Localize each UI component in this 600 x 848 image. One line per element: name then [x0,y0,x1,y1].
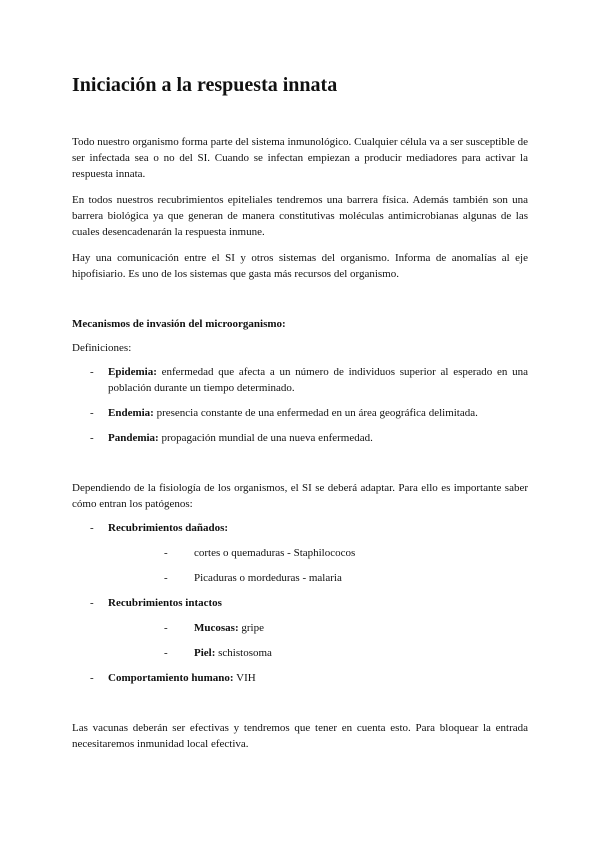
dash-bullet: - [90,432,94,444]
term-label: Recubrimientos intactos [108,597,222,609]
list-item [72,405,528,421]
sub-list-item [108,545,528,561]
list-item [72,520,528,586]
term-label: Mucosas: [194,622,239,634]
term-definition: propagación mundial de una nueva enfermedad. [158,432,373,444]
sub-item-text: Picaduras o mordeduras - malaria [194,572,342,584]
paragraph-1: Todo nuestro organismo forma parte del sistema inmunológico. Cualquier célula va a ser susceptible de ser infectada sea o no del SI. Cuando se infectan empiezan a producir mediadores para activar la respuesta innata. [72,136,528,180]
section-heading-invasion: Mecanismos de invasión del microorganismo: [72,318,286,330]
dash-bullet: - [90,597,94,609]
term-definition: presencia constante de una enfermedad en un área geográfica delimitada. [153,407,478,419]
pathogen-entry-intro: Dependiendo de la fisiología de los organismos, el SI se deberá adaptar. Para ello es importante saber cómo entran los patógenos: [72,482,528,510]
paragraph-2: En todos nuestros recubrimientos epiteliales tendremos una barrera física. Además también son una barrera biológica ya que generan de manera constitutivas moléculas antimicrobianas algunas de las cuales desencadenarán la respuesta inmune. [72,194,528,238]
pathogen-entry-list [72,520,528,686]
sub-list-item [108,645,528,661]
term-label: Comportamiento humano: [108,672,234,684]
sub-item-text: cortes o quemaduras - Staphilococos [194,547,356,559]
dash-bullet: - [90,672,94,684]
dash-bullet: - [90,366,94,378]
paragraph-3: Hay una comunicación entre el SI y otros sistemas del organismo. Informa de anomalías al eje hipofisiario. Es uno de los sistemas que gasta más recursos del organismo. [72,252,528,280]
dash-bullet: - [90,522,94,534]
definitions-intro: Definiciones: [72,342,132,354]
term-definition: gripe [238,622,264,634]
term-label: Epidemia: [108,366,157,378]
page-title: Iniciación a la respuesta innata [72,74,338,96]
sub-list [108,620,528,661]
list-item [72,364,528,396]
list-item [72,670,528,686]
dash-bullet: - [164,622,168,634]
sub-list-item [108,620,528,636]
closing-paragraph: Las vacunas deberán ser efectivas y tendremos que tener en cuenta esto. Para bloquear la entrada necesitaremos inmunidad local efectiva. [72,722,528,750]
term-label: Pandemia: [108,432,159,444]
sub-list [108,545,528,586]
term-definition: schistosoma [215,647,272,659]
dash-bullet: - [164,547,168,559]
dash-bullet: - [164,647,168,659]
sub-list-item [108,570,528,586]
list-item [72,595,528,661]
term-label: Piel: [194,647,216,659]
term-label: Recubrimientos dañados: [108,522,229,534]
definitions-list [72,364,528,446]
term-definition: enfermedad que afecta a un número de individuos superior al esperado en una población durante un tiempo determinado. [108,366,528,394]
term-label: Endemia: [108,407,154,419]
dash-bullet: - [90,407,94,419]
list-item [72,430,528,446]
term-definition: VIH [233,672,256,684]
dash-bullet: - [164,572,168,584]
document-body [72,134,528,752]
